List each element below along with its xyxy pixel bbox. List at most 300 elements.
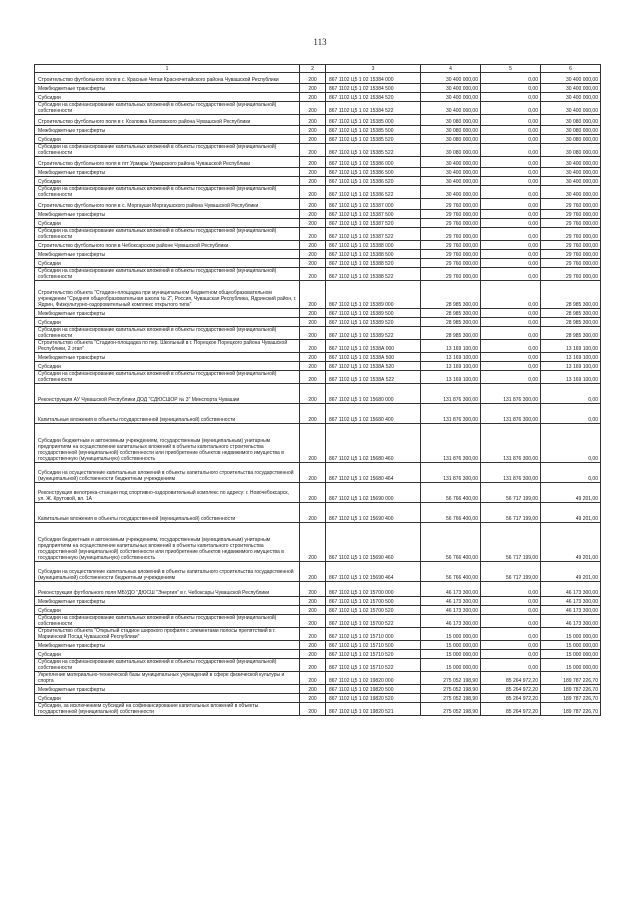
- amount-total: 46 173 300,00: [421, 582, 481, 597]
- section-code: 200: [300, 199, 326, 210]
- budget-classification-code: 867 1102 Ц5 1 02 15710 522: [326, 659, 421, 672]
- budget-classification-code: 867 1102 Ц5 1 02 15680 460: [326, 424, 421, 463]
- item-name: Субсидии бюджетным и автономным учреждениям, государственным (муниципальным) унитарным предприятиям на осуществление капитальных вложений в объекты капитального строительства государственной (муниципальной) собственности или приобретение объектов недвижимого имущества в государственную (муниципальную) собственность: [35, 424, 300, 463]
- item-name: Субсидии бюджетным и автономным учреждениям, государственным (муниципальным) унитарным предприятиям на осуществление капитальных вложений в объекты капитального строительства государственной (муниципальной) собственности или приобретение объектов недвижимого имущества в государственную (муниципальную) собственность: [35, 523, 300, 562]
- section-code: 200: [300, 157, 326, 168]
- table-row: [35, 268, 601, 281]
- section-code: 200: [300, 650, 326, 659]
- budget-classification-code: 867 1102 Ц5 1 02 15387 000: [326, 199, 421, 210]
- column-number-row: [35, 65, 601, 73]
- section-code: 200: [300, 93, 326, 102]
- table-row: [35, 241, 601, 250]
- item-name: Капитальные вложения в объекты государственной (муниципальной) собственности: [35, 404, 300, 424]
- amount-total: 131 876 300,00: [421, 404, 481, 424]
- amount-total: 30 400 000,00: [421, 84, 481, 93]
- amount-total: 30 400 000,00: [421, 93, 481, 102]
- amount-federal: 0,00: [481, 659, 541, 672]
- amount-regional: 15 000 000,00: [541, 659, 601, 672]
- budget-classification-code: 867 1102 Ц5 1 02 15385 000: [326, 115, 421, 126]
- amount-total: 29 760 000,00: [421, 228, 481, 241]
- section-code: 200: [300, 144, 326, 157]
- amount-federal: 0,00: [481, 597, 541, 606]
- budget-classification-code: 867 1102 Ц5 1 02 15710 520: [326, 650, 421, 659]
- amount-regional: 28 985 300,00: [541, 318, 601, 327]
- amount-total: 13 169 100,00: [421, 362, 481, 371]
- item-name: Строительство футбольного поля в с. Моргауши Моргаушского района Чувашской Республики: [35, 199, 300, 210]
- amount-federal: 131 876 300,00: [481, 463, 541, 483]
- amount-total: 275 052 198,90: [421, 685, 481, 694]
- table-row: [35, 597, 601, 606]
- amount-regional: 29 760 000,00: [541, 241, 601, 250]
- budget-classification-code: 867 1102 Ц5 1 02 15388 522: [326, 268, 421, 281]
- amount-federal: 0,00: [481, 73, 541, 84]
- amount-total: 13 169 100,00: [421, 353, 481, 362]
- amount-regional: 13 169 100,00: [541, 371, 601, 384]
- amount-federal: 0,00: [481, 309, 541, 318]
- amount-federal: 0,00: [481, 115, 541, 126]
- item-name: Межбюджетные трансферты: [35, 641, 300, 650]
- item-name: Субсидии: [35, 259, 300, 268]
- budget-classification-code: 867 1102 Ц5 1 02 15386 000: [326, 157, 421, 168]
- item-name: Строительство футбольного поля в с. Красные Четаи Красночетайского района Чувашской Республики: [35, 73, 300, 84]
- section-code: 200: [300, 228, 326, 241]
- item-name: Субсидии на софинансирование капитальных вложений в объекты государственной (муниципальной) собственности: [35, 659, 300, 672]
- table-row: [35, 685, 601, 694]
- table-row: [35, 615, 601, 628]
- amount-federal: 56 717 199,00: [481, 562, 541, 582]
- table-row: [35, 228, 601, 241]
- budget-classification-code: 867 1102 Ц5 1 02 15700 520: [326, 606, 421, 615]
- section-code: 200: [300, 177, 326, 186]
- item-name: Строительство объекта "Стадион-площадка по пер. Школьный в г. Порецкое Порецкого района Чувашской Республики, 2 этап": [35, 340, 300, 353]
- amount-regional: 13 169 100,00: [541, 362, 601, 371]
- item-name: Субсидии на софинансирование капитальных вложений в объекты государственной (муниципальной) собственности: [35, 371, 300, 384]
- amount-federal: 0,00: [481, 250, 541, 259]
- budget-classification-code: 867 1102 Ц5 1 02 15389 500: [326, 309, 421, 318]
- column-number: 5: [481, 65, 541, 73]
- amount-federal: 0,00: [481, 259, 541, 268]
- table-row: [35, 424, 601, 463]
- item-name: Строительство футбольного поля в Чебоксарском районе Чувашской Республики: [35, 241, 300, 250]
- budget-classification-code: 867 1102 Ц5 1 02 15710 500: [326, 641, 421, 650]
- amount-federal: 0,00: [481, 177, 541, 186]
- amount-regional: 30 400 000,00: [541, 93, 601, 102]
- table-row: [35, 628, 601, 641]
- amount-federal: 131 876 300,00: [481, 384, 541, 404]
- column-number: 6: [541, 65, 601, 73]
- amount-total: 29 760 000,00: [421, 241, 481, 250]
- budget-classification-code: 867 1102 Ц5 1 02 15700 500: [326, 597, 421, 606]
- budget-classification-code: 867 1102 Ц5 1 02 15384 520: [326, 93, 421, 102]
- section-code: 200: [300, 562, 326, 582]
- budget-classification-code: 867 1102 Ц5 1 02 15384 522: [326, 102, 421, 115]
- amount-federal: 0,00: [481, 84, 541, 93]
- amount-regional: 30 080 000,00: [541, 144, 601, 157]
- amount-regional: 29 760 000,00: [541, 228, 601, 241]
- amount-regional: 46 173 300,00: [541, 582, 601, 597]
- budget-classification-code: 867 1102 Ц5 1 02 1538А 520: [326, 362, 421, 371]
- amount-total: 28 985 300,00: [421, 309, 481, 318]
- budget-classification-code: 867 1102 Ц5 1 02 15384 000: [326, 73, 421, 84]
- amount-total: 30 400 000,00: [421, 177, 481, 186]
- budget-classification-code: 867 1102 Ц5 1 02 15690 460: [326, 523, 421, 562]
- amount-total: 56 766 400,00: [421, 483, 481, 503]
- amount-regional: 30 400 000,00: [541, 102, 601, 115]
- column-number: 4: [421, 65, 481, 73]
- budget-classification-code: 867 1102 Ц5 1 02 15387 522: [326, 228, 421, 241]
- amount-regional: 30 400 000,00: [541, 73, 601, 84]
- section-code: 200: [300, 135, 326, 144]
- item-name: Субсидии, за исключением субсидий на софинансирование капитальных вложений в объекты государственной (муниципальной) собственности: [35, 703, 300, 716]
- section-code: 200: [300, 463, 326, 483]
- table-row: [35, 503, 601, 523]
- section-code: 200: [300, 84, 326, 93]
- budget-classification-code: 867 1102 Ц5 1 02 19820 520: [326, 694, 421, 703]
- amount-total: 30 400 000,00: [421, 73, 481, 84]
- amount-total: 15 000 000,00: [421, 659, 481, 672]
- budget-classification-code: 867 1102 Ц5 1 02 15386 522: [326, 186, 421, 199]
- table-row: [35, 199, 601, 210]
- amount-federal: 0,00: [481, 606, 541, 615]
- amount-federal: 0,00: [481, 168, 541, 177]
- budget-classification-code: 867 1102 Ц5 1 02 15690 400: [326, 503, 421, 523]
- amount-regional: 28 985 300,00: [541, 281, 601, 309]
- section-code: 200: [300, 250, 326, 259]
- section-code: 200: [300, 102, 326, 115]
- section-code: 200: [300, 628, 326, 641]
- budget-classification-code: 867 1102 Ц5 1 02 15389 000: [326, 281, 421, 309]
- item-name: Строительство футбольного поля в г. Козловка Козловского района Чувашской Республики: [35, 115, 300, 126]
- section-code: 200: [300, 309, 326, 318]
- section-code: 200: [300, 186, 326, 199]
- amount-federal: 0,00: [481, 268, 541, 281]
- table-row: [35, 404, 601, 424]
- amount-regional: 0,00: [541, 404, 601, 424]
- table-row: [35, 126, 601, 135]
- table-row: [35, 157, 601, 168]
- amount-total: 15 000 000,00: [421, 628, 481, 641]
- amount-federal: 0,00: [481, 157, 541, 168]
- amount-federal: 0,00: [481, 340, 541, 353]
- amount-federal: 0,00: [481, 318, 541, 327]
- column-number: 3: [326, 65, 421, 73]
- amount-federal: 0,00: [481, 327, 541, 340]
- amount-regional: 28 985 300,00: [541, 327, 601, 340]
- section-code: 200: [300, 641, 326, 650]
- table-row: [35, 186, 601, 199]
- budget-classification-code: 867 1102 Ц5 1 02 15700 522: [326, 615, 421, 628]
- amount-total: 28 985 300,00: [421, 327, 481, 340]
- table-row: [35, 659, 601, 672]
- item-name: Строительство объекта "Стадион-площадка при муниципальном бюджетном общеобразовательном учреждении "Средняя общеобразовательная школа № 2", Россия, Чувашская Республика, Ядринский район, г. Ядрин, Физкультурно-оздоровительный комплекс открытого типа": [35, 281, 300, 309]
- budget-classification-code: 867 1102 Ц5 1 02 15387 520: [326, 219, 421, 228]
- table-row: [35, 144, 601, 157]
- column-number: 1: [35, 65, 300, 73]
- item-name: Межбюджетные трансферты: [35, 685, 300, 694]
- amount-federal: 0,00: [481, 126, 541, 135]
- item-name: Субсидии на софинансирование капитальных вложений в объекты государственной (муниципальной) собственности: [35, 615, 300, 628]
- item-name: Субсидии: [35, 219, 300, 228]
- amount-total: 28 985 300,00: [421, 281, 481, 309]
- section-code: 200: [300, 615, 326, 628]
- amount-regional: 13 169 100,00: [541, 340, 601, 353]
- table-row: [35, 463, 601, 483]
- item-name: Субсидии: [35, 606, 300, 615]
- item-name: Субсидии на софинансирование капитальных вложений в объекты государственной (муниципальной) собственности: [35, 186, 300, 199]
- section-code: 200: [300, 503, 326, 523]
- section-code: 200: [300, 168, 326, 177]
- table-row: [35, 483, 601, 503]
- table-row: [35, 672, 601, 685]
- amount-total: 275 052 198,90: [421, 672, 481, 685]
- section-code: 200: [300, 606, 326, 615]
- budget-classification-code: 867 1102 Ц5 1 02 15389 520: [326, 318, 421, 327]
- table-row: [35, 340, 601, 353]
- amount-federal: 0,00: [481, 628, 541, 641]
- section-code: 200: [300, 483, 326, 503]
- item-name: Субсидии на софинансирование капитальных вложений в объекты государственной (муниципальной) собственности: [35, 144, 300, 157]
- section-code: 200: [300, 672, 326, 685]
- budget-classification-code: 867 1102 Ц5 1 02 15680 464: [326, 463, 421, 483]
- table-row: [35, 281, 601, 309]
- item-name: Межбюджетные трансферты: [35, 210, 300, 219]
- section-code: 200: [300, 210, 326, 219]
- item-name: Субсидии: [35, 650, 300, 659]
- table-row: [35, 84, 601, 93]
- table-row: [35, 93, 601, 102]
- budget-classification-code: 867 1102 Ц5 1 02 1538А 000: [326, 340, 421, 353]
- amount-total: 56 766 400,00: [421, 562, 481, 582]
- amount-federal: 0,00: [481, 241, 541, 250]
- item-name: Укрепление материально-технической базы муниципальных учреждений в сфере физической культуры и спорта: [35, 672, 300, 685]
- item-name: Реконструкция велотрека-станции под спортивно-оздоровительный комплекс по адресу: г. Новочебоксарск, ул. Ж. Крутовой, вл. 1А: [35, 483, 300, 503]
- amount-federal: 85 264 972,20: [481, 703, 541, 716]
- amount-total: 28 985 300,00: [421, 318, 481, 327]
- table-row: [35, 562, 601, 582]
- amount-regional: 0,00: [541, 424, 601, 463]
- amount-total: 46 173 300,00: [421, 597, 481, 606]
- amount-regional: 30 400 000,00: [541, 84, 601, 93]
- budget-classification-code: 867 1102 Ц5 1 02 15388 500: [326, 250, 421, 259]
- amount-federal: 0,00: [481, 362, 541, 371]
- item-name: Субсидии на софинансирование капитальных вложений в объекты государственной (муниципальной) собственности: [35, 228, 300, 241]
- amount-total: 131 876 300,00: [421, 424, 481, 463]
- amount-total: 15 000 000,00: [421, 650, 481, 659]
- item-name: Межбюджетные трансферты: [35, 250, 300, 259]
- section-code: 200: [300, 281, 326, 309]
- item-name: Строительство объекта "Открытый стадион широкого профиля с элементами полосы препятствий в г. Мариинский Посад Чувашской Республики": [35, 628, 300, 641]
- table-row: [35, 703, 601, 716]
- item-name: Межбюджетные трансферты: [35, 353, 300, 362]
- amount-total: 30 080 000,00: [421, 115, 481, 126]
- amount-regional: 189 787 226,70: [541, 672, 601, 685]
- table-row: [35, 318, 601, 327]
- amount-federal: 0,00: [481, 144, 541, 157]
- section-code: 200: [300, 523, 326, 562]
- section-code: 200: [300, 582, 326, 597]
- item-name: Субсидии: [35, 135, 300, 144]
- item-name: Межбюджетные трансферты: [35, 126, 300, 135]
- section-code: 200: [300, 659, 326, 672]
- section-code: 200: [300, 685, 326, 694]
- amount-regional: 46 173 300,00: [541, 615, 601, 628]
- section-code: 200: [300, 241, 326, 250]
- item-name: Субсидии на софинансирование капитальных вложений в объекты государственной (муниципальной) собственности: [35, 327, 300, 340]
- item-name: Реконструкция АУ Чувашской Республики ДОД "СДЮСШОР № 3" Минспорта Чувашии: [35, 384, 300, 404]
- budget-classification-code: 867 1102 Ц5 1 02 15690 000: [326, 483, 421, 503]
- budget-classification-code: 867 1102 Ц5 1 02 15385 500: [326, 126, 421, 135]
- table-row: [35, 168, 601, 177]
- section-code: 200: [300, 327, 326, 340]
- amount-regional: 30 080 000,00: [541, 115, 601, 126]
- amount-total: 30 080 000,00: [421, 144, 481, 157]
- table-row: [35, 259, 601, 268]
- budget-classification-code: 867 1102 Ц5 1 02 15386 520: [326, 177, 421, 186]
- section-code: 200: [300, 126, 326, 135]
- section-code: 200: [300, 219, 326, 228]
- budget-classification-code: 867 1102 Ц5 1 02 15384 500: [326, 84, 421, 93]
- amount-federal: 56 717 199,00: [481, 523, 541, 562]
- amount-federal: 0,00: [481, 93, 541, 102]
- amount-regional: 29 760 000,00: [541, 219, 601, 228]
- table-row: [35, 210, 601, 219]
- amount-regional: 30 080 000,00: [541, 135, 601, 144]
- budget-classification-code: 867 1102 Ц5 1 02 15690 464: [326, 562, 421, 582]
- budget-classification-code: 867 1102 Ц5 1 02 15387 500: [326, 210, 421, 219]
- amount-federal: 0,00: [481, 615, 541, 628]
- table-row: [35, 250, 601, 259]
- section-code: 200: [300, 268, 326, 281]
- amount-total: 131 876 300,00: [421, 384, 481, 404]
- amount-federal: 0,00: [481, 281, 541, 309]
- item-name: Капитальные вложения в объекты государственной (муниципальной) собственности: [35, 503, 300, 523]
- amount-federal: 131 876 300,00: [481, 404, 541, 424]
- amount-regional: 49 201,00: [541, 503, 601, 523]
- table-row: [35, 641, 601, 650]
- budget-classification-code: 867 1102 Ц5 1 02 15385 522: [326, 144, 421, 157]
- budget-classification-code: 867 1102 Ц5 1 02 19820 500: [326, 685, 421, 694]
- amount-federal: 0,00: [481, 353, 541, 362]
- amount-regional: 0,00: [541, 463, 601, 483]
- amount-total: 30 080 000,00: [421, 126, 481, 135]
- section-code: 200: [300, 703, 326, 716]
- amount-total: 29 760 000,00: [421, 250, 481, 259]
- amount-federal: 0,00: [481, 135, 541, 144]
- table-row: [35, 177, 601, 186]
- amount-total: 29 760 000,00: [421, 219, 481, 228]
- amount-regional: 0,00: [541, 384, 601, 404]
- budget-table-body: [35, 65, 601, 716]
- amount-total: 30 400 000,00: [421, 157, 481, 168]
- amount-federal: 0,00: [481, 219, 541, 228]
- table-row: [35, 384, 601, 404]
- item-name: Субсидии на осуществление капитальных вложений в объекты капитального строительства государственной (муниципальной) собственности бюджетным учреждениям: [35, 562, 300, 582]
- amount-total: 56 766 400,00: [421, 503, 481, 523]
- amount-regional: 30 400 000,00: [541, 157, 601, 168]
- amount-regional: 189 787 226,70: [541, 703, 601, 716]
- table-row: [35, 523, 601, 562]
- section-code: 200: [300, 340, 326, 353]
- amount-regional: 30 400 000,00: [541, 177, 601, 186]
- amount-regional: 29 760 000,00: [541, 250, 601, 259]
- amount-total: 15 000 000,00: [421, 641, 481, 650]
- item-name: Строительство футбольного поля в пгт Урмары Урмарского района Чувашской Республики: [35, 157, 300, 168]
- amount-regional: 49 201,00: [541, 562, 601, 582]
- table-row: [35, 219, 601, 228]
- table-row: [35, 606, 601, 615]
- item-name: Субсидии: [35, 694, 300, 703]
- item-name: Реконструкция футбольного поля МБУДО "ДЮСШ "Энергия" в г. Чебоксары Чувашской Республики: [35, 582, 300, 597]
- table-row: [35, 650, 601, 659]
- section-code: 200: [300, 371, 326, 384]
- amount-regional: 28 985 300,00: [541, 309, 601, 318]
- page-number: 113: [313, 37, 327, 47]
- section-code: 200: [300, 73, 326, 84]
- amount-total: 30 400 000,00: [421, 168, 481, 177]
- amount-regional: 29 760 000,00: [541, 210, 601, 219]
- amount-total: 29 760 000,00: [421, 199, 481, 210]
- budget-classification-code: 867 1102 Ц5 1 02 15680 400: [326, 404, 421, 424]
- amount-total: 29 760 000,00: [421, 259, 481, 268]
- amount-regional: 13 169 100,00: [541, 353, 601, 362]
- table-row: [35, 694, 601, 703]
- budget-classification-code: 867 1102 Ц5 1 02 1538А 522: [326, 371, 421, 384]
- amount-federal: 56 717 199,00: [481, 503, 541, 523]
- section-code: 200: [300, 597, 326, 606]
- item-name: Межбюджетные трансферты: [35, 84, 300, 93]
- amount-total: 46 173 300,00: [421, 606, 481, 615]
- table-row: [35, 371, 601, 384]
- amount-federal: 0,00: [481, 650, 541, 659]
- table-row: [35, 115, 601, 126]
- budget-classification-code: 867 1102 Ц5 1 02 15710 000: [326, 628, 421, 641]
- amount-federal: 0,00: [481, 199, 541, 210]
- section-code: 200: [300, 318, 326, 327]
- amount-total: 30 400 000,00: [421, 102, 481, 115]
- section-code: 200: [300, 404, 326, 424]
- budget-classification-code: 867 1102 Ц5 1 02 15386 500: [326, 168, 421, 177]
- section-code: 200: [300, 362, 326, 371]
- amount-total: 131 876 300,00: [421, 463, 481, 483]
- table-row: [35, 102, 601, 115]
- section-code: 200: [300, 259, 326, 268]
- table-row: [35, 309, 601, 318]
- amount-total: 56 766 400,00: [421, 523, 481, 562]
- amount-total: 30 080 000,00: [421, 135, 481, 144]
- budget-table: [34, 64, 601, 716]
- amount-regional: 30 080 000,00: [541, 126, 601, 135]
- item-name: Субсидии на софинансирование капитальных вложений в объекты государственной (муниципальной) собственности: [35, 102, 300, 115]
- item-name: Субсидии: [35, 362, 300, 371]
- amount-total: 13 169 100,00: [421, 340, 481, 353]
- amount-regional: 49 201,00: [541, 523, 601, 562]
- budget-classification-code: 867 1102 Ц5 1 02 19820 000: [326, 672, 421, 685]
- section-code: 200: [300, 115, 326, 126]
- item-name: Субсидии на осуществление капитальных вложений в объекты капитального строительства государственной (муниципальной) собственности бюджетным учреждениям: [35, 463, 300, 483]
- budget-classification-code: 867 1102 Ц5 1 02 15680 000: [326, 384, 421, 404]
- item-name: Межбюджетные трансферты: [35, 309, 300, 318]
- item-name: Субсидии: [35, 93, 300, 102]
- table-row: [35, 73, 601, 84]
- amount-federal: 0,00: [481, 641, 541, 650]
- amount-regional: 30 400 000,00: [541, 186, 601, 199]
- amount-regional: 189 787 226,70: [541, 685, 601, 694]
- amount-total: 29 760 000,00: [421, 210, 481, 219]
- amount-federal: 85 264 972,20: [481, 685, 541, 694]
- item-name: Межбюджетные трансферты: [35, 168, 300, 177]
- amount-federal: 0,00: [481, 210, 541, 219]
- amount-federal: 85 264 972,20: [481, 672, 541, 685]
